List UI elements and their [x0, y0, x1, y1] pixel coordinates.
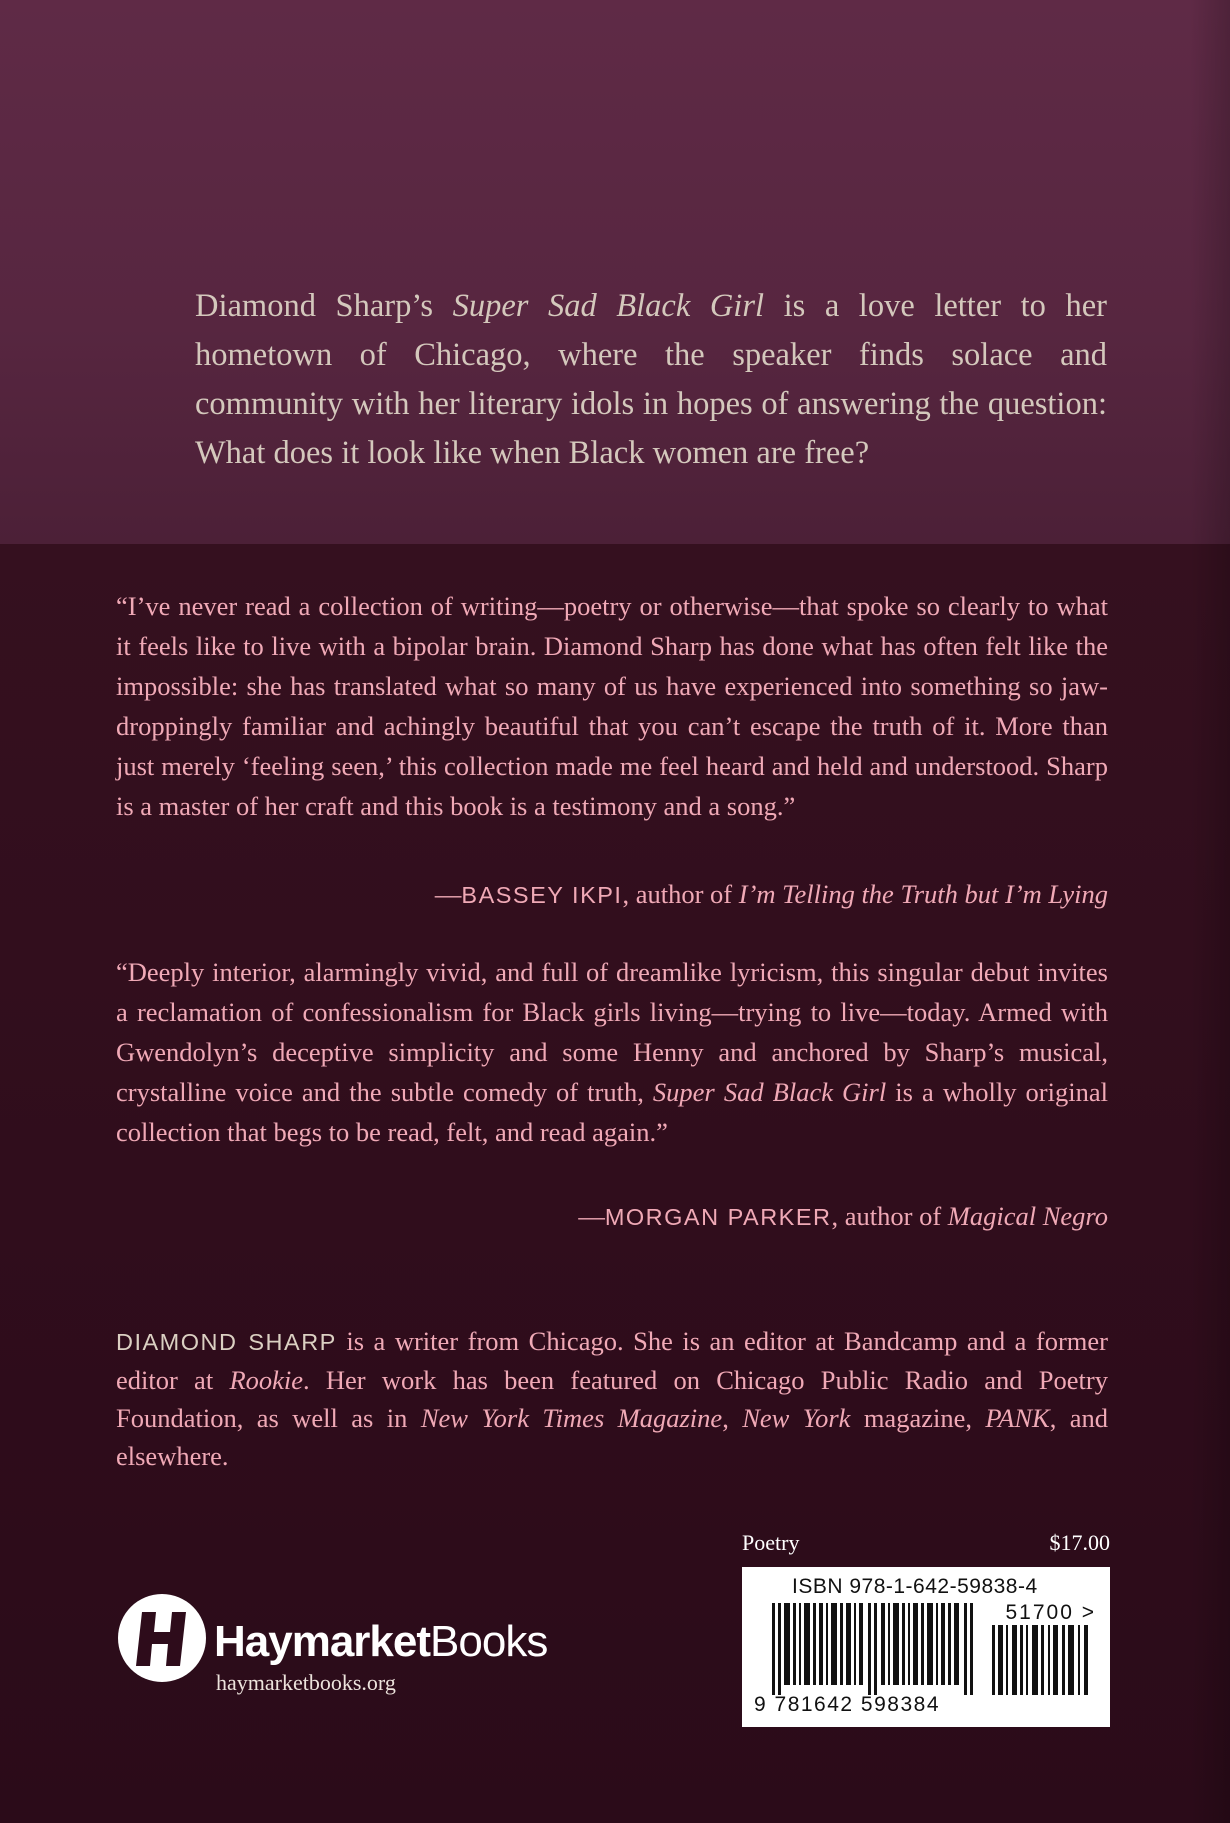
author-book-title: Magical Negro — [947, 1201, 1108, 1231]
ean-digits: 9 781642 598384 — [754, 1693, 940, 1716]
book-title: Super Sad Black Girl — [452, 288, 765, 324]
edge-shadow — [1190, 0, 1230, 1823]
logo-letter: H — [158, 1644, 166, 1655]
bio-author-name: DIAMOND SHARP — [116, 1329, 337, 1355]
publisher-url: haymarketbooks.org — [216, 1670, 396, 1695]
author-book-title: I’m Telling the Truth but I’m Lying — [738, 879, 1108, 909]
price-code: 51700 > — [1005, 1601, 1096, 1624]
attribution-ikpi: —BASSEY IKPI, author of I’m Telling the Truth but I’m Lying — [434, 879, 1108, 909]
endorsement-ikpi: “I’ve never read a collection of writing—poetry or otherwise—that spoke so clearly to what it feels like to live with a bipolar brain. Diamond Sharp has done what has often felt like the impossible: she has translated what so many of us have experienced into something so jaw-droppingly familiar and achingly beautiful that you can’t escape the truth of it. More than just merely ‘feeling seen,’ this collection made me feel heard and held and understood. Sharp is a master of her craft and this book is a testimony and a song.” — [116, 591, 1108, 821]
author-name: MORGAN PARKER — [604, 1204, 832, 1230]
ean-bars — [772, 1603, 982, 1695]
barcode — [742, 1567, 1110, 1727]
attribution-parker: —MORGAN PARKER, author of Magical Negro — [578, 1201, 1108, 1231]
price-label: $17.00 — [1049, 1530, 1110, 1555]
publisher-name: HaymarketBooks — [214, 1617, 548, 1666]
addon-bars — [992, 1625, 1092, 1695]
isbn-text: ISBN 978-1-642-59838-4 — [792, 1575, 1038, 1598]
book-description: Diamond Sharp’s Super Sad Black Girl is a love letter to her hometown of Chicago, where the speaker finds solace and community with her literary idols in hopes of answering the question: What does it look like when Black women are free? — [195, 288, 1107, 471]
endorsement-parker: “Deeply interior, alarmingly vivid, and full of dreamlike lyricism, this singular debut invites a reclamation of confessionalism for Black girls living—trying to live—today. Armed with Gwendolyn’s deceptive simplicity and some Henny and anchored by Sharp’s musical, crystalline voice and the subtle comedy of truth, Super Sad Black Girl is a wholly original collection that begs to be read, felt, and read again.” — [116, 957, 1108, 1147]
author-name: BASSEY IKPI — [461, 882, 623, 908]
author-bio: DIAMOND SHARP is a writer from Chicago. She is an editor at Bandcamp and a former editor at Rookie. Her work has been featured on Chicago Public Radio and Poetry Foundation, as well as in New York Times Magazine, New York magazine, PANK, and elsewhere. — [116, 1326, 1109, 1471]
genre-label: Poetry — [742, 1530, 800, 1555]
haymarket-logo-icon — [116, 1592, 208, 1684]
book-title: Super Sad Black Girl — [652, 1077, 887, 1107]
